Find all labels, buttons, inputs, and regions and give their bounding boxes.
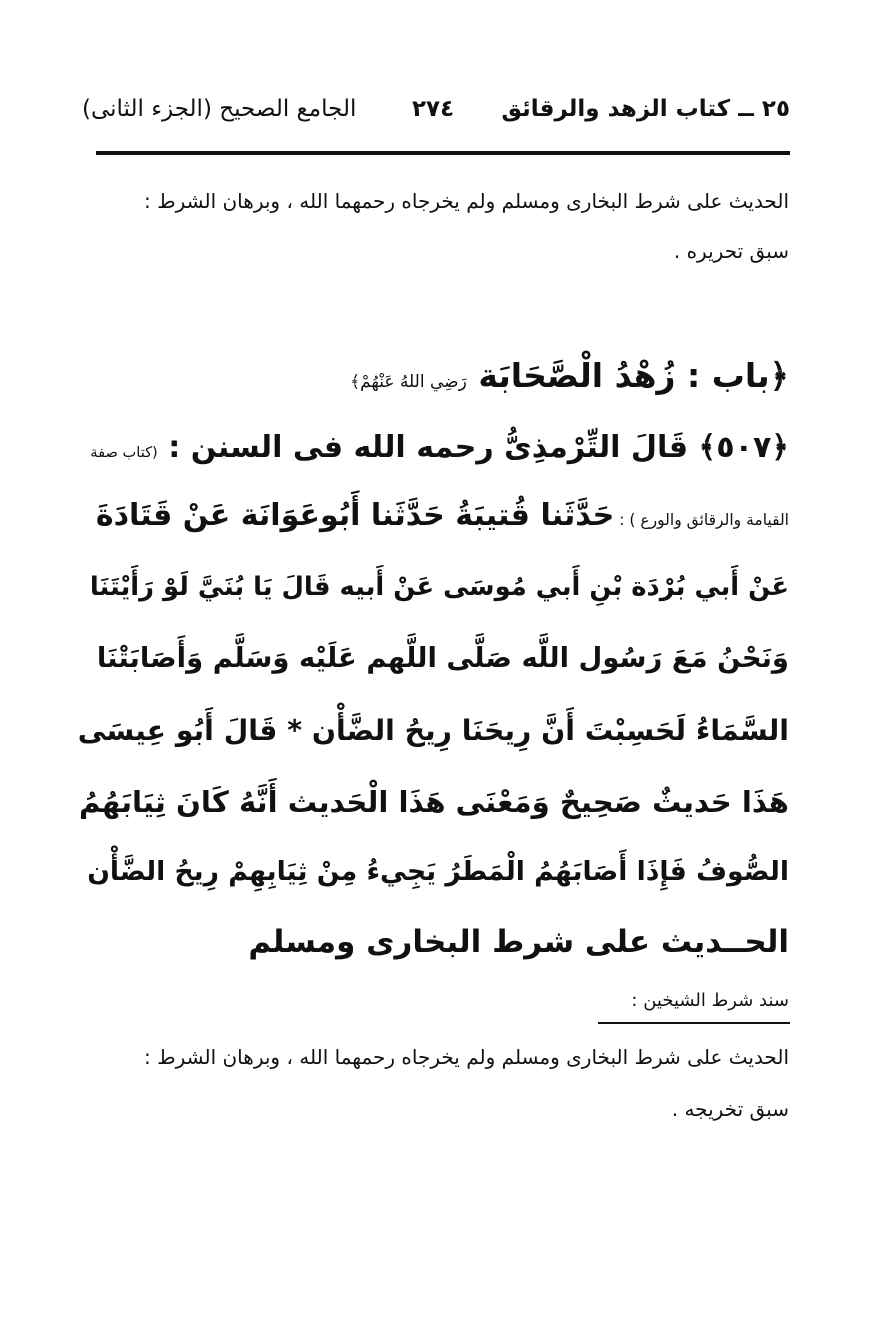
page-number: ٢٧٤ [412,96,455,122]
hadith-line-7: الحــديث على شرط البخارى ومسلم [248,924,789,960]
hadith-line-1-text: حَدَّثَنا قُتيبَةُ حَدَّثَنا أَبُوعَوَانَة عَنْ قَتَادَةَ [95,498,615,533]
book-title: الجامع الصحيح (الجزء الثانى) [82,96,357,122]
chapter-title: ٢٥ ــ كتاب الزهد والرقائق [501,96,790,122]
bab-title: ﴿باب : زُهْدُ الْصَّحَابَة [478,356,789,395]
hadith-line-6: الصُّوفُ فَإِذَا أَصَابَهُمُ الْمَطَرُ يَجِيءُ مِنْ ثِيَابِهِمْ رِيحُ الضَّأْن [87,856,789,887]
bab-heading [350,356,789,395]
hadith-heading [90,430,789,465]
hadith-line-1-note: القيامة والرقائق والورع ) : [619,511,789,529]
intro-line-1: الحديث على شرط البخارى ومسلم ولم يخرجاه رحمهما الله ، وبرهان الشرط : [144,189,789,213]
page-header [82,96,790,136]
sanad-underline [598,1022,790,1024]
hadith-line-2: عَنْ أَبي بُرْدَة بْنِ أَبي مُوسَى عَنْ أَبيه قَالَ يَا بُنَيَّ لَوْ رَأَيْتَنَا [89,572,789,602]
hadith-head-note: (كتاب صفة [90,444,158,461]
hadith-line-5: هَذَا حَديثٌ صَحِيحٌ وَمَعْنَى هَذَا الْحَديث أَنَّهُ كَانَ ثِيَابَهُمُ [79,785,789,819]
sanad-line-1: الحديث على شرط البخارى ومسلم ولم يخرجاه رحمهما الله ، وبرهان الشرط : [144,1045,789,1069]
sanad-line-2: سبق تخريجه . [671,1097,789,1121]
bab-suffix: رَضِي اللهُ عَنْهُمْ﴾ [350,372,467,392]
sanad-label: سند شرط الشيخين : [631,990,789,1011]
header-divider [96,151,790,155]
hadith-line-3: وَنَحْنُ مَعَ رَسُول اللَّه صَلَّى اللَّهم عَلَيْه وَسَلَّم وَأَصَابَتْنَا [96,643,789,674]
intro-line-2: سبق تحريره . [673,239,789,263]
hadith-head-text: ﴿٥٠٧﴾ قَالَ التِّرْمذِىُّ رحمه الله فى السنن : [168,430,789,465]
hadith-line-1 [96,498,789,533]
hadith-line-4: السَّمَاءُ لَحَسِبْتَ أَنَّ رِيحَنَا رِيحُ الضَّأْن * قَالَ أَبُو عِيسَى [77,714,789,747]
